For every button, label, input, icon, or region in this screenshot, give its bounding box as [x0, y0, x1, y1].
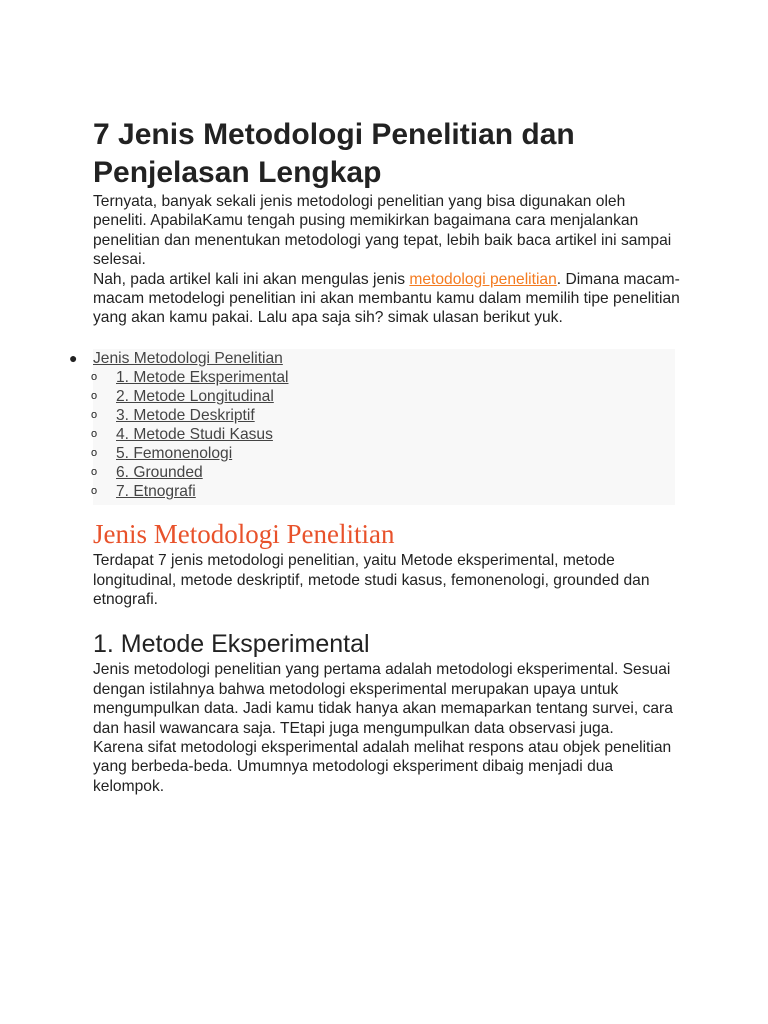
toc-link-longitudinal[interactable]: 2. Metode Longitudinal — [116, 388, 274, 406]
article-title: 7 Jenis Metodologi Penelitian dan Penjelasan Lengkap — [93, 118, 575, 189]
hollow-circle-bullet-icon: o — [91, 428, 98, 441]
toc-link-jenis-metodologi[interactable]: Jenis Metodologi Penelitian — [93, 349, 283, 367]
toc-item — [91, 444, 675, 463]
toc-link-etnografi[interactable]: 7. Etnografi — [116, 483, 196, 501]
hollow-circle-bullet-icon: o — [91, 371, 98, 384]
hollow-circle-bullet-icon: o — [91, 390, 98, 403]
metodologi-penelitian-link[interactable]: metodologi penelitian — [409, 270, 557, 288]
toc-item — [91, 406, 675, 425]
toc-link-femonenologi[interactable]: 5. Femonenologi — [116, 445, 233, 463]
hollow-circle-bullet-icon: o — [91, 485, 98, 498]
toc-top-item — [69, 349, 675, 368]
eksperimental-paragraph-1: Jenis metodologi penelitian yang pertama adalah metodologi eksperimental. Sesuai dengan istilahnya bahwa metodologi eksperimental merupakan upaya untuk mengumpulkan data. Jadi kamu tidak hanya akan memaparkan tentang survei, cara dan hasil wawancara saja. TEtapi juga mengumpulkan data observasi juga. — [93, 661, 673, 737]
toc-item — [91, 425, 675, 444]
eksperimental-paragraph-2: Karena sifat metodologi eksperimental adalah melihat respons atau objek penelitian yang berbeda-beda. Umumnya metodologi eksperiment dibaig menjadi dua kelompok. — [93, 739, 672, 795]
article — [69, 116, 683, 796]
section-heading-eksperimental: 1. Metode Eksperimental — [93, 630, 370, 659]
intro-paragraph: Ternyata, banyak sekali jenis metodologi penelitian yang bisa digunakan oleh peneliti. ApabilaKamu tengah pusing memikirkan bagaimana cara menjalankan penelitian dan menentukan metodologi yang tepat, lebih baik baca artikel ini sampai selesai. — [93, 193, 672, 269]
filled-circle-bullet-icon: ● — [69, 349, 78, 366]
section-heading-jenis: Jenis Metodologi Penelitian — [93, 519, 395, 550]
toc-link-grounded[interactable]: 6. Grounded — [116, 464, 203, 482]
section-jenis-paragraph: Terdapat 7 jenis metodologi penelitian, yaitu Metode eksperimental, metode longitudinal, metode deskriptif, metode studi kasus, femonenologi, grounded dan etnografi. — [93, 552, 650, 609]
toc-link-studi-kasus[interactable]: 4. Metode Studi Kasus — [116, 426, 273, 444]
paragraph-with-link — [93, 270, 683, 328]
toc-sub-list — [93, 368, 675, 501]
toc-item — [91, 387, 675, 406]
hollow-circle-bullet-icon: o — [91, 409, 98, 422]
toc-link-eksperimental[interactable]: 1. Metode Eksperimental — [116, 369, 289, 387]
table-of-contents — [69, 349, 675, 505]
paragraph-text-before: Nah, pada artikel kali ini akan mengulas jenis — [93, 270, 410, 288]
toc-item — [91, 463, 675, 482]
paragraph-text-after: . Dimana macam-macam metodelogi penelitian ini akan membantu kamu dalam memilih tipe penelitian yang akan kamu pakai. Lalu apa saja sih? simak ulasan berikut yuk. — [93, 270, 680, 327]
toc-item — [91, 368, 675, 387]
hollow-circle-bullet-icon: o — [91, 466, 98, 479]
hollow-circle-bullet-icon: o — [91, 447, 98, 460]
toc-item — [91, 482, 675, 501]
toc-link-deskriptif[interactable]: 3. Metode Deskriptif — [116, 407, 255, 425]
